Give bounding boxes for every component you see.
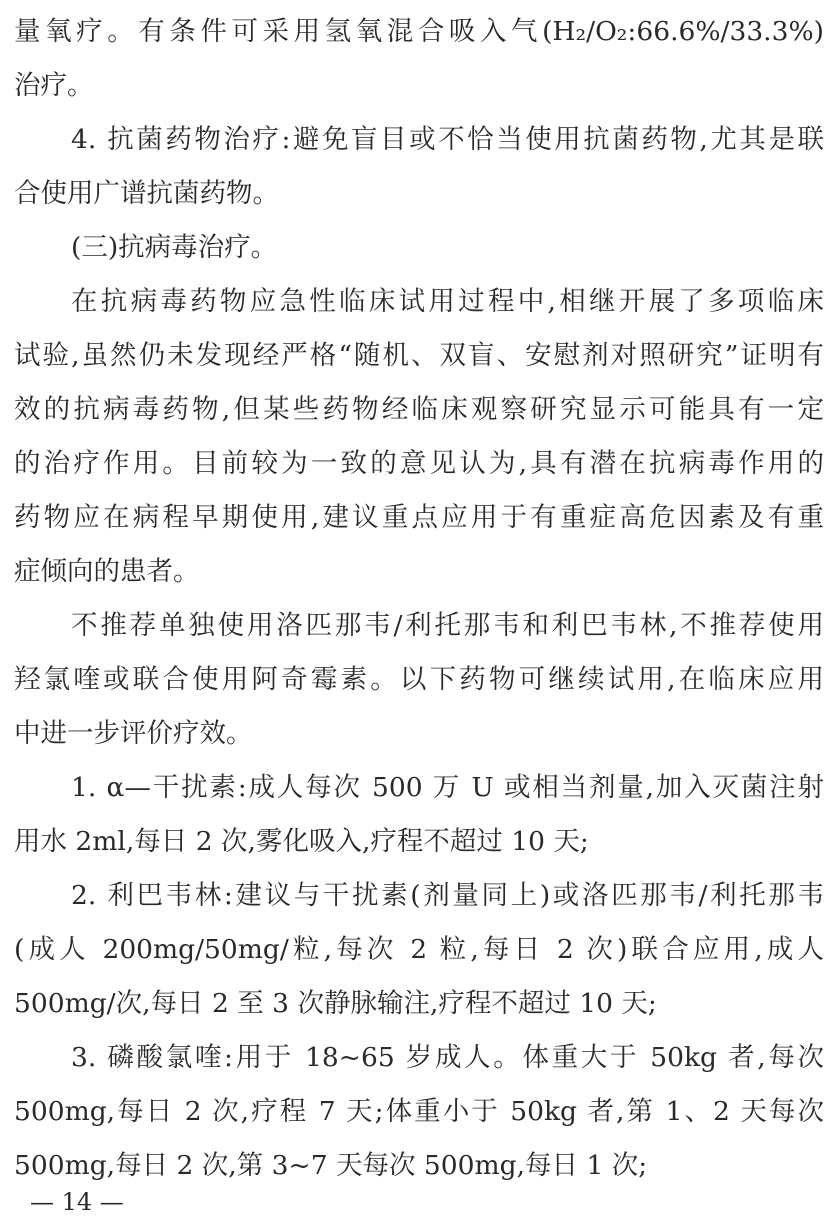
paragraph-line: 量氧疗。有条件可采用氢氧混合吸入气(H₂/O₂:66.6%/33.3%)	[14, 16, 824, 47]
page-number: — 14 —	[30, 1188, 124, 1216]
paragraph-line: 治疗。	[14, 70, 94, 101]
paragraph-line: 试验,虽然仍未发现经严格“随机、双盲、安慰剂对照研究”证明有	[14, 340, 824, 371]
paragraph-line: 效的抗病毒药物,但某些药物经临床观察研究显示可能具有一定	[14, 394, 824, 425]
list-item-line: 1. α—干扰素:成人每次 500 万 U 或相当剂量,加入灭菌注射	[71, 772, 824, 803]
section-heading: (三)抗病毒治疗。	[71, 232, 278, 263]
list-item-line: 500mg,每日 2 次,第 3~7 天每次 500mg,每日 1 次;	[14, 1150, 648, 1181]
list-item-line: 2. 利巴韦林:建议与干扰素(剂量同上)或洛匹那韦/利托那韦	[71, 880, 824, 911]
paragraph-line: 症倾向的患者。	[14, 556, 200, 587]
paragraph-line: 的治疗作用。目前较为一致的意见认为,具有潜在抗病毒作用的	[14, 448, 824, 479]
list-item-line: 500mg/次,每日 2 至 3 次静脉输注,疗程不超过 10 天;	[14, 988, 657, 1019]
paragraph-line: 4. 抗菌药物治疗:避免盲目或不恰当使用抗菌药物,尤其是联	[71, 124, 824, 155]
paragraph-line: 在抗病毒药物应急性临床试用过程中,相继开展了多项临床	[71, 286, 824, 317]
paragraph-line: 药物应在病程早期使用,建议重点应用于有重症高危因素及有重	[14, 502, 824, 533]
list-item-line: (成人 200mg/50mg/粒,每次 2 粒,每日 2 次)联合应用,成人	[14, 934, 824, 965]
paragraph-line: 不推荐单独使用洛匹那韦/利托那韦和利巴韦林,不推荐使用	[71, 610, 824, 641]
list-item-line: 用水 2ml,每日 2 次,雾化吸入,疗程不超过 10 天;	[14, 826, 589, 857]
list-item-line: 3. 磷酸氯喹:用于 18~65 岁成人。体重大于 50kg 者,每次	[71, 1042, 824, 1073]
paragraph-line: 合使用广谱抗菌药物。	[14, 178, 279, 209]
paragraph-line: 中进一步评价疗效。	[14, 718, 253, 749]
paragraph-line: 羟氯喹或联合使用阿奇霉素。以下药物可继续试用,在临床应用	[14, 664, 824, 695]
list-item-line: 500mg,每日 2 次,疗程 7 天;体重小于 50kg 者,第 1、2 天每次	[14, 1096, 824, 1127]
